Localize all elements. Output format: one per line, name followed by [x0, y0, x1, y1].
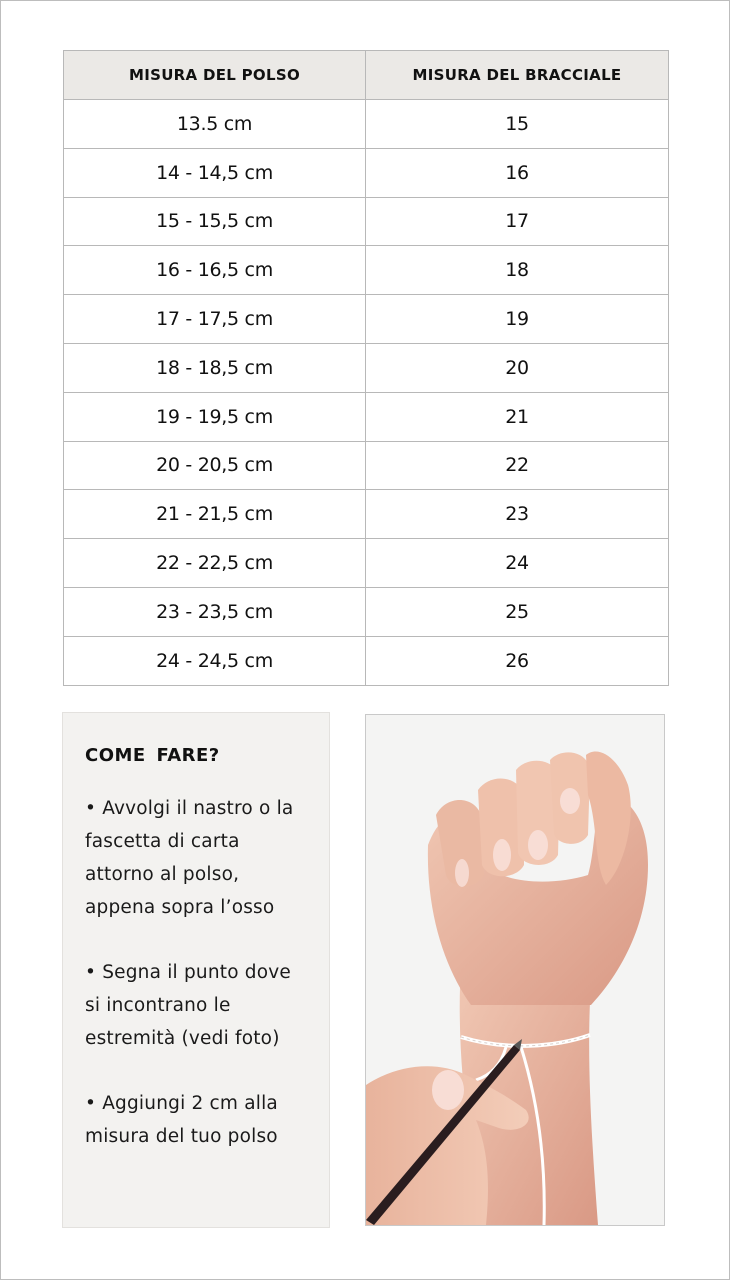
bracelet-size-cell: 24 [366, 539, 669, 588]
wrist-size-cell: 14 - 14,5 cm [64, 148, 366, 197]
wrist-size-cell: 24 - 24,5 cm [64, 636, 366, 685]
table-row [64, 246, 669, 295]
header-bracelet-size: MISURA DEL BRACCIALE [366, 51, 669, 100]
table-row [64, 197, 669, 246]
wrist-size-cell: 22 - 22,5 cm [64, 539, 366, 588]
wrist-size-cell: 15 - 15,5 cm [64, 197, 366, 246]
table-row [64, 148, 669, 197]
bracelet-size-cell: 26 [366, 636, 669, 685]
table-row [64, 636, 669, 685]
how-to-step: • Avvolgi il nastro o la fascetta di carta attorno al polso, appena sopra l’osso [85, 798, 294, 918]
bracelet-size-cell: 17 [366, 197, 669, 246]
how-to-step: • Segna il punto dove si incontrano le estremità (vedi foto) [85, 962, 292, 1049]
how-to-step: • Aggiungi 2 cm alla misura del tuo polso [85, 1093, 278, 1147]
bracelet-size-cell: 19 [366, 295, 669, 344]
table-header-row [64, 51, 669, 100]
how-to-panel [62, 712, 330, 1228]
bracelet-size-cell: 22 [366, 441, 669, 490]
bracelet-size-cell: 23 [366, 490, 669, 539]
how-to-title: COME FARE? [85, 745, 220, 766]
bracelet-size-cell: 18 [366, 246, 669, 295]
wrist-illustration [366, 715, 664, 1225]
wrist-size-cell: 17 - 17,5 cm [64, 295, 366, 344]
table-row [64, 587, 669, 636]
table-row [64, 441, 669, 490]
bracelet-size-cell: 21 [366, 392, 669, 441]
bracelet-size-cell: 15 [366, 100, 669, 149]
wrist-size-cell: 18 - 18,5 cm [64, 343, 366, 392]
table-row [64, 392, 669, 441]
bracelet-size-cell: 20 [366, 343, 669, 392]
bracelet-size-cell: 25 [366, 587, 669, 636]
wrist-measuring-photo [365, 714, 665, 1226]
table-row [64, 490, 669, 539]
wrist-size-cell: 21 - 21,5 cm [64, 490, 366, 539]
wrist-size-cell: 23 - 23,5 cm [64, 587, 366, 636]
table-row [64, 539, 669, 588]
table-row [64, 100, 669, 149]
bracelet-size-cell: 16 [366, 148, 669, 197]
wrist-size-cell: 13.5 cm [64, 100, 366, 149]
header-wrist-size: MISURA DEL POLSO [64, 51, 366, 100]
wrist-size-cell: 19 - 19,5 cm [64, 392, 366, 441]
size-chart-table [63, 50, 669, 686]
table-row [64, 295, 669, 344]
wrist-size-cell: 16 - 16,5 cm [64, 246, 366, 295]
table-row [64, 343, 669, 392]
wrist-size-cell: 20 - 20,5 cm [64, 441, 366, 490]
